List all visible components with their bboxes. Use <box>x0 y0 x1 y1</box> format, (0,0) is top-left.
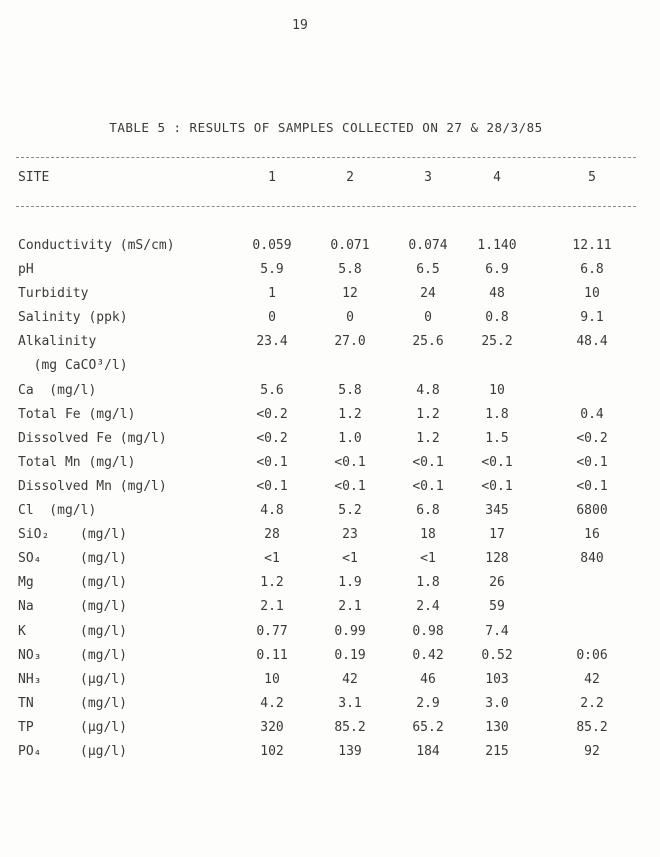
value-site-5: 48.4 <box>576 334 608 350</box>
parameter-name: pH <box>18 262 34 278</box>
table-row <box>0 383 660 407</box>
value-site-3: <0.1 <box>412 454 444 470</box>
parameter-name: TP <box>18 719 34 735</box>
table-row <box>0 575 660 599</box>
value-site-4: 1.140 <box>477 238 517 253</box>
top-dashed-rule <box>16 157 636 158</box>
parameter-name: Salinity (ppk) <box>18 310 128 326</box>
parameter-name: Na <box>18 599 34 615</box>
value-site-3: 46 <box>420 671 436 687</box>
header-site-label: SITE <box>18 170 50 185</box>
table-header-row <box>0 170 660 188</box>
value-site-2: 5.8 <box>338 382 362 398</box>
value-site-1: 23.4 <box>256 334 288 350</box>
value-site-5: 12.11 <box>572 238 612 253</box>
parameter-unit: (mg/l) <box>80 623 127 639</box>
value-site-4: 345 <box>485 503 509 519</box>
value-site-5: 10 <box>584 286 600 302</box>
parameter-name: Dissolved Fe (mg/l) <box>18 430 167 446</box>
header-site-5: 5 <box>588 170 596 185</box>
value-site-1: <0.1 <box>256 454 288 470</box>
value-site-4: 1.8 <box>485 406 509 422</box>
value-site-5: 0.4 <box>580 406 604 422</box>
value-site-2: 2.1 <box>338 599 362 615</box>
parameter-name: Total Mn (mg/l) <box>18 454 136 470</box>
value-site-3: 2.9 <box>416 695 440 711</box>
value-site-4: 0.52 <box>481 647 513 663</box>
table-row <box>0 479 660 503</box>
table-row <box>0 551 660 575</box>
parameter-name: Dissolved Mn (mg/l) <box>18 478 167 494</box>
value-site-4: <0.1 <box>481 478 513 494</box>
value-site-2: 0.99 <box>334 623 366 639</box>
value-site-2: 42 <box>342 671 358 687</box>
value-site-5: 0:06 <box>576 647 608 663</box>
value-site-1: 28 <box>264 527 280 543</box>
value-site-1: 102 <box>260 743 284 759</box>
value-site-3: 0.074 <box>408 238 448 253</box>
table-row <box>0 503 660 527</box>
value-site-3: <1 <box>420 551 436 567</box>
value-site-5: 42 <box>584 671 600 687</box>
value-site-1: 5.9 <box>260 262 284 278</box>
value-site-1: <0.1 <box>256 478 288 494</box>
value-site-1: 0.059 <box>252 238 292 253</box>
parameter-name: SiO₂ <box>18 527 50 543</box>
table-row <box>0 262 660 286</box>
value-site-4: <0.1 <box>481 454 513 470</box>
value-site-2: <0.1 <box>334 454 366 470</box>
value-site-4: 10 <box>489 382 505 398</box>
table-row <box>0 599 660 623</box>
value-site-1: 1.2 <box>260 575 284 591</box>
table-row <box>0 286 660 310</box>
value-site-2: 1.2 <box>338 406 362 422</box>
value-site-4: 1.5 <box>485 430 509 446</box>
parameter-name: K <box>18 623 26 639</box>
parameter-unit: (mg/l) <box>80 599 127 615</box>
value-site-5: 16 <box>584 527 600 543</box>
value-site-3: 4.8 <box>416 382 440 398</box>
value-site-2: 1.0 <box>338 430 362 446</box>
value-site-3: 1.8 <box>416 575 440 591</box>
value-site-5: 6.8 <box>580 262 604 278</box>
value-site-3: 0 <box>424 310 432 326</box>
value-site-4: 59 <box>489 599 505 615</box>
value-site-2: 5.2 <box>338 503 362 519</box>
value-site-2: 0.071 <box>330 238 370 253</box>
value-site-4: 48 <box>489 286 505 302</box>
value-site-3: 184 <box>416 743 440 759</box>
value-site-1: 10 <box>264 671 280 687</box>
parameter-name: NO₃ <box>18 647 42 663</box>
table-row <box>0 744 660 768</box>
header-site-1: 1 <box>268 170 276 185</box>
value-site-1: 0.77 <box>256 623 288 639</box>
parameter-name: SO₄ <box>18 551 42 567</box>
value-site-1: 2.1 <box>260 599 284 615</box>
value-site-4: 25.2 <box>481 334 513 350</box>
value-site-4: 7.4 <box>485 623 509 639</box>
value-site-5: 9.1 <box>580 310 604 326</box>
value-site-3: 18 <box>420 527 436 543</box>
table-row <box>0 527 660 551</box>
value-site-5: 92 <box>584 743 600 759</box>
parameter-name: Total Fe (mg/l) <box>18 406 136 422</box>
value-site-2: <0.1 <box>334 478 366 494</box>
parameter-unit: (mg/l) <box>80 695 127 711</box>
table-row <box>0 431 660 455</box>
parameter-name: Turbidity <box>18 286 89 302</box>
value-site-3: 0.42 <box>412 647 444 663</box>
table-row <box>0 407 660 431</box>
value-site-3: 0.98 <box>412 623 444 639</box>
value-site-3: 1.2 <box>416 406 440 422</box>
value-site-3: 25.6 <box>412 334 444 350</box>
value-site-5: <0.1 <box>576 478 608 494</box>
results-table-body <box>0 238 660 768</box>
parameter-unit: (mg/l) <box>80 647 127 663</box>
header-site-4: 4 <box>493 170 501 185</box>
page-number: 19 <box>292 18 308 33</box>
value-site-4: 103 <box>485 671 509 687</box>
table-row <box>0 720 660 744</box>
parameter-name: (mg CaCO³/l) <box>18 358 128 374</box>
value-site-5: <0.1 <box>576 454 608 470</box>
value-site-3: 1.2 <box>416 430 440 446</box>
parameter-name: Conductivity (mS/cm) <box>18 238 175 253</box>
table-row <box>0 310 660 334</box>
value-site-2: 0 <box>346 310 354 326</box>
value-site-4: 26 <box>489 575 505 591</box>
value-site-4: 17 <box>489 527 505 543</box>
table-row <box>0 672 660 696</box>
parameter-name: PO₄ <box>18 743 42 759</box>
header-dashed-rule <box>16 206 636 207</box>
header-site-3: 3 <box>424 170 432 185</box>
parameter-unit: (µg/l) <box>80 671 127 687</box>
value-site-5: 840 <box>580 551 604 567</box>
parameter-name: Alkalinity <box>18 334 97 350</box>
value-site-5: 6800 <box>576 503 608 519</box>
value-site-3: 6.8 <box>416 503 440 519</box>
table-row <box>0 455 660 479</box>
value-site-4: 130 <box>485 719 509 735</box>
value-site-4: 6.9 <box>485 262 509 278</box>
header-site-2: 2 <box>346 170 354 185</box>
value-site-2: 23 <box>342 527 358 543</box>
value-site-2: 12 <box>342 286 358 302</box>
parameter-unit: (mg/l) <box>80 575 127 591</box>
value-site-3: 6.5 <box>416 262 440 278</box>
value-site-2: 0.19 <box>334 647 366 663</box>
value-site-1: 5.6 <box>260 382 284 398</box>
value-site-1: <0.2 <box>256 406 288 422</box>
value-site-4: 3.0 <box>485 695 509 711</box>
table-row <box>0 358 660 382</box>
parameter-unit: (mg/l) <box>80 527 127 543</box>
table-title: TABLE 5 : RESULTS OF SAMPLES COLLECTED ON 27 & 28/3/85 <box>109 120 543 135</box>
value-site-5: 85.2 <box>576 719 608 735</box>
value-site-2: 27.0 <box>334 334 366 350</box>
value-site-1: 0 <box>268 310 276 326</box>
parameter-name: Ca (mg/l) <box>18 382 97 398</box>
value-site-2: 85.2 <box>334 719 366 735</box>
value-site-4: 128 <box>485 551 509 567</box>
value-site-1: 320 <box>260 719 284 735</box>
value-site-3: 2.4 <box>416 599 440 615</box>
value-site-4: 0.8 <box>485 310 509 326</box>
value-site-2: 139 <box>338 743 362 759</box>
table-row <box>0 238 660 262</box>
parameter-name: Cl (mg/l) <box>18 503 97 519</box>
value-site-2: 1.9 <box>338 575 362 591</box>
value-site-1: 4.8 <box>260 503 284 519</box>
table-row <box>0 648 660 672</box>
value-site-1: 4.2 <box>260 695 284 711</box>
table-row <box>0 696 660 720</box>
value-site-2: <1 <box>342 551 358 567</box>
parameter-unit: (mg/l) <box>80 551 127 567</box>
table-row <box>0 624 660 648</box>
parameter-name: TN <box>18 695 34 711</box>
value-site-1: 0.11 <box>256 647 288 663</box>
value-site-1: <1 <box>264 551 280 567</box>
value-site-4: 215 <box>485 743 509 759</box>
value-site-3: <0.1 <box>412 478 444 494</box>
table-row <box>0 334 660 358</box>
value-site-1: 1 <box>268 286 276 302</box>
value-site-5: 2.2 <box>580 695 604 711</box>
value-site-2: 3.1 <box>338 695 362 711</box>
parameter-unit: (µg/l) <box>80 719 127 735</box>
value-site-2: 5.8 <box>338 262 362 278</box>
value-site-5: <0.2 <box>576 430 608 446</box>
value-site-3: 24 <box>420 286 436 302</box>
parameter-name: Mg <box>18 575 34 591</box>
value-site-1: <0.2 <box>256 430 288 446</box>
parameter-unit: (µg/l) <box>80 743 127 759</box>
parameter-name: NH₃ <box>18 671 42 687</box>
value-site-3: 65.2 <box>412 719 444 735</box>
